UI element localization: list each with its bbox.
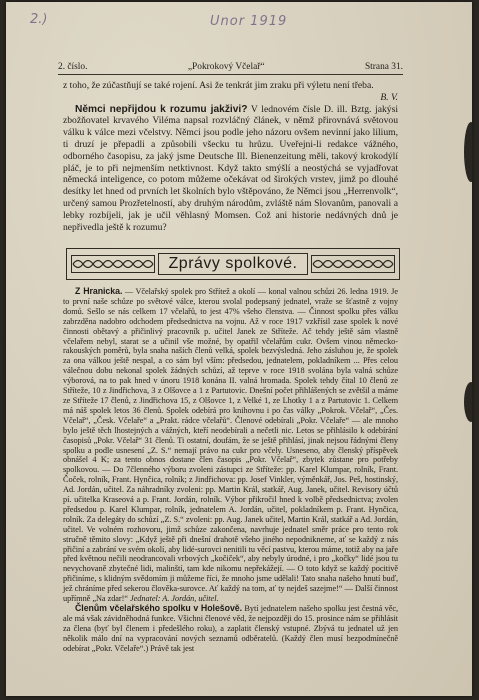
news-body-hranicko: — Včelařský spolek pro Střítež a okolí — konal valnou schůzi 26. ledna 1919. Je to první naše schůze po světové válce, kterou svolal podepsaný jednatel, vraže se šťastně z vojny domů. Sešlo se nás celkem 17 včelařů, to jest 47% všeho členstva. — Činnost spolku přes válku zabrzděna nadobro odchodem předsednictva na vojnu. Až v roce 1917 vzkřísil zase spolek k nové činnosti obětavý a přičinlivý pracovník p. učitel Janek ze Stříteže. Ač tehdy ještě sám vlastně včelařem nebyl, starat se a učinil vše možné, by opatřil včelařům cukr. Ovšem vinou německo-rakouských poměrů, byla snaha naších členů velká, spolek bezvýsledná. Jeho zásluhou je, že spolek za ona válkou ještě nespal, a co sám byl vším: předsedou, jednatelem, pokladníkem ... Přes celou válečnou dobu nekonal spolek žádných schůzí, až teprve v roce 1918 svolána byla valná schůze výborová, na to pak hned v únoru 1918 konána II. valná hromada. Spolek tehdy čítal 10 členů ze Stříteže, 10 z Jindřichova, 3 z Olšovce a 1 z Partutovic. Dnešní počet přihlášených se zvětšil a máme ze Stříteže 17 členů, z Jindřichova 15, z Olšovce 1, z Velké 1, ze Lhotky 1 a z Partutovic 1. Celkem má náš spolek letos 36 členů. Spolek odebírá pro knihovnu i po čas války „Pokrok. Včelař“, „Čes. Včelař“, „Česk. Včelaře“ a „Prakt. rádce včelařů“. Členové odebírali „Pokr. Včelaře“ — ale mnoho bylo ještě těch lhostejných a vážných, kteří neodebírali a nečetli nic. Letos se přihlásilo k odebírání časopisů „Pokr. Včelař“ 31 členů. Ti ostatní, doufám, že se ještě přihlásí, jinak nejsou řádnými členy spolku a podle usnesení „Z. S.“ nemají právo na cukr pro včely. Usneseno, aby členský příspěvek obnášel 4 K; za tento obnos dostane člen časopis „Pokr. Včelař“, zbytek zůstane pro potřeby spolkovou. — Do 7členného výboru zvoleni zástupci ze Stříteže: pp. Karel Klumpar, rolník, Frant. Čoček, rolník, Frant. Hynčica, rolník; z Jindřichova: pp. Josef Vinkler, výměnkář, Jos. Peš, hostinský, Ad. Jordán, učitel. Za náhradníky zvoleni: pp. Martin Král, statkář, Aug. Janek, učitel. Revisory účtů pí. učitelka Kraseová a p. Frant. Jordán, rolník. Výbor přikročil hned k volbě předsednictva; zvolen předsedou p. Karel Klumpar, rolník, jednatelem A. Jordán, učitel, pokladníkem p. Frant. Hynčica, rolník. Za delegáty do schůzí „Z. S.“ zvoleni: pp. Aug. Janek učitel, Martin Král, statkář a Ad. Jordán, učitel. Ve volném rozhovoru, jimž schůze zakončena, navrhuje jednatel směr práce pro tento rok stručně těmito slovy: „Když ještě při dnešní drahotě všeho jiného nepodnikneme, ať se každý z nás přičiní a zabrání ve svém okolí, aby lidé-surovci nenitili tu věcí pastvu, kterou máme, totiž aby na jaře před květnou nečili neodrancovali vrbových „kočiček“, aby nebyly úrodné, i pro „kočky“ lidé jsou tu nevychovaně zbytečné lidi, malinští, tam kde nikomu nepřekážejí. — O toto když se každý pocitivě přičiníme, s klidným svědomím ji můžeme říci, že mnoho jsme udělali! Tato snaha našeho hnutí buď, jež chráníme před sekerou člověka-surovce. Ať každý na tom, ať ty nejdeš sazejme!“ — Další činnost upřímně „Na zdar!“ (63, 287, 398, 604)
intro-article (63, 80, 398, 233)
article-paragraph (63, 104, 398, 234)
news-signature-hranicko: Jednatel: A. Jordán, učitel. (130, 594, 219, 604)
page-edge-tear (464, 122, 472, 182)
section-title: Zprávy spolkové. (158, 253, 309, 275)
article-lead-title: Němci nepřijdou k rozumu jakživi? (75, 103, 248, 115)
news-heading-hranicko: Z Hranicka. (75, 286, 123, 296)
page-edge-tear (464, 382, 472, 422)
association-news (63, 287, 398, 654)
scanned-page (6, 2, 472, 696)
handwritten-date: Unor 1919 (210, 14, 288, 29)
article-body: V lednovém čísle D. ill. Bztg. jakýsi zbožňovatel krvavého Viléma napsal rozvláčný článek, v němž přirovnává světovou válku k válce mezi včelstvy. Němci jsou podle jeho názoru ovšem nevinní jako lilium, ti druzí je přepadli a způsobili všecku tu hrůzu. Uveřejni-li redakce vážného, odborného časopisu, za jaký jsme Deutsche Ill. Bienenzeitung měli, takový krokodýlí pláč, je to při nejmenším netktivnost. Když takto smýšlí a neostýchá se vyjadřovat německá inteligence, co potom můžeme očekávat od širokých vrstev, jimž po dlouhé desítky let hned od prvních let školních bylo vštěpováno, že Němci jsou „Herrenvolk“, určený samou Prozřetelností, aby druhým národům, zvláště nám Slovanům, panovali a lebky rozbíjeli, jak je učil věhlasný Momsen. Což ani historie nedávných dnů je nepřivedla ještě k rozumu? (63, 103, 398, 233)
section-banner (66, 248, 400, 280)
intro-signature: B. V. (380, 91, 398, 103)
page-number: Strana 31. (364, 62, 403, 72)
handwritten-number: 2.) (30, 12, 48, 27)
continuation-text: z toho, že zúčastňují se také rojení. Asi že tenkrát jim zraku při výletu není třeba. (63, 80, 374, 91)
ornament-left-icon (71, 255, 155, 273)
news-paragraph-holesov (63, 604, 398, 654)
journal-name: „Pokrokový Včelař“ (187, 62, 265, 72)
running-header (58, 62, 403, 75)
news-paragraph-hranicko (63, 287, 398, 604)
news-heading-holesov: Členům včelařského spolku v Holešově. (75, 603, 243, 613)
ornament-right-icon (311, 255, 395, 273)
news-body-holesov: Bytí jednatelem našeho spolku jest čestná věc, ale má však závidněhodná funkce. Všichni členové věd, že nejpozději do 15. prosince nám se přihlásit za člena (byť byl členem i předešlého roku), a zaplatit členský vstupné. Zbývá tu jednatel už jen několik málo dní na vypracování nových seznamů odběratelů. (Každý člen musí bezpodmínečně odebírat „Pokr. Včelaře“.) Právě tak jest (63, 604, 398, 653)
issue-number: 2. číslo. (58, 62, 88, 72)
